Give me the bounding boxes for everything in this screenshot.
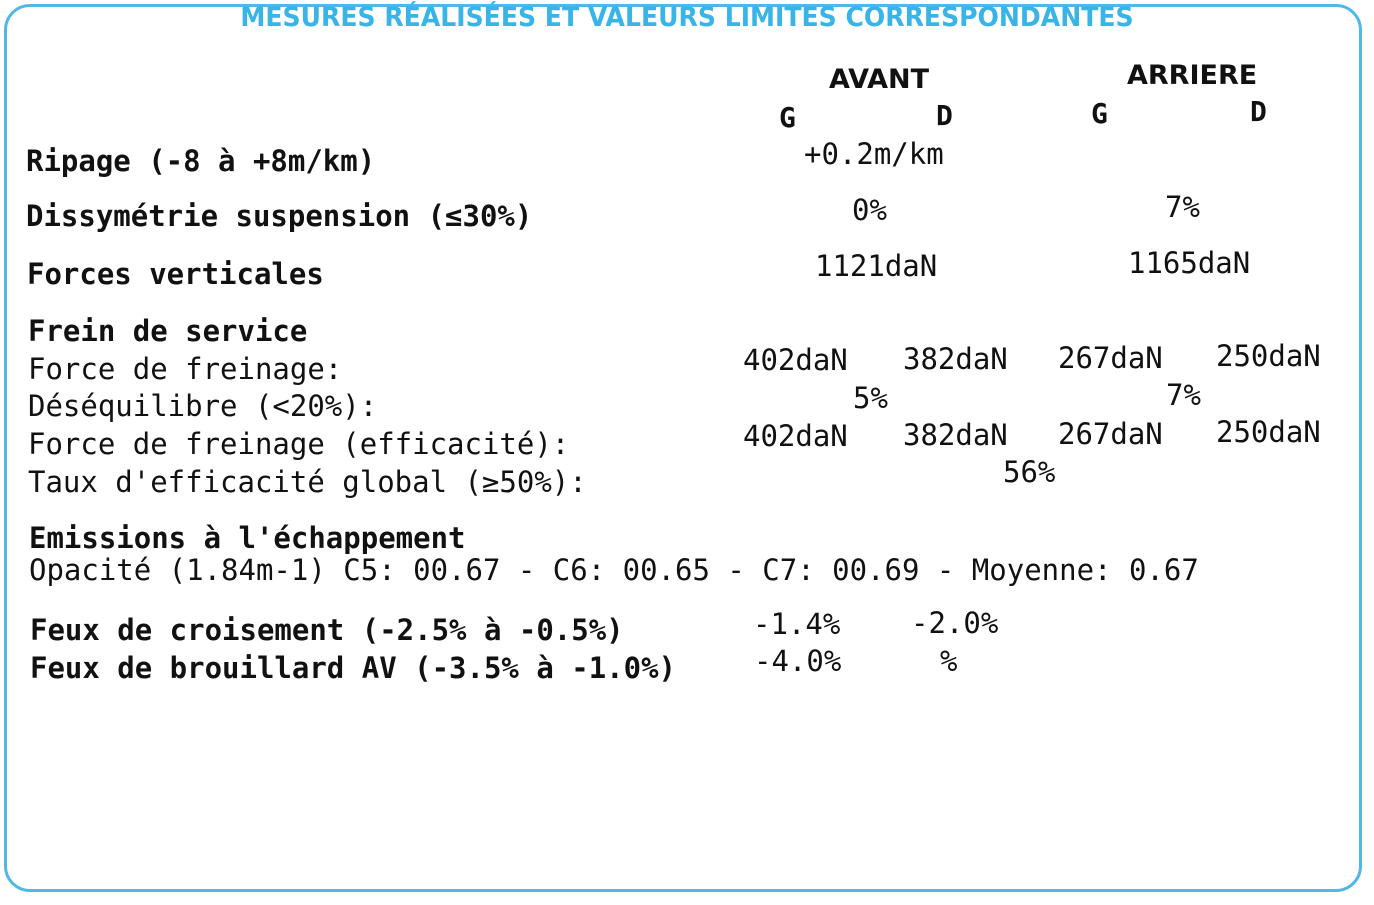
forces-verticales-label: Forces verticales [27,257,324,291]
forces-verticales-avant: 1121daN [815,249,938,283]
force-freinage-avant-d: 382daN [903,342,1008,376]
desequilibre-label: Déséquilibre (<20%): [28,389,378,423]
force-efficacite-avant-g: 402daN [743,419,848,453]
force-efficacite-arriere-d: 250daN [1216,415,1321,449]
header-arriere-d: D [1250,95,1267,128]
feux-brouillard-d: % [940,644,958,678]
dissymetrie-avant: 0% [852,193,887,227]
feux-brouillard-label: Feux de brouillard AV (-3.5% à -1.0%) [30,651,677,685]
taux-efficacite-label: Taux d'efficacité global (≥50%): [28,465,587,499]
feux-croisement-d: -2.0% [911,606,999,640]
feux-brouillard-g: -4.0% [754,644,842,678]
force-efficacite-avant-d: 382daN [903,418,1008,452]
opacite-line: Opacité (1.84m-1) C5: 00.67 - C6: 00.65 - C7: 00.69 - Moyenne: 0.67 [29,553,1199,587]
emissions-heading: Emissions à l'échappement [29,521,466,555]
page-title: MESURES RÉALISÉES ET VALEURS LIMITES CORRESPONDANTES [240,2,1134,33]
force-efficacite-label: Force de freinage (efficacité): [28,427,570,461]
ripage-value: +0.2m/km [804,137,944,171]
header-arriere-g: G [1091,97,1108,130]
header-arriere: ARRIERE [1127,60,1258,91]
frein-heading: Frein de service [28,314,308,348]
dissymetrie-label: Dissymétrie suspension (≤30%) [26,199,533,233]
feux-croisement-label: Feux de croisement (-2.5% à -0.5%) [30,613,624,647]
desequilibre-avant: 5% [853,381,888,415]
desequilibre-arriere: 7% [1166,378,1201,412]
force-freinage-label: Force de freinage: [28,352,343,386]
force-efficacite-arriere-g: 267daN [1058,417,1163,451]
ripage-label: Ripage (-8 à +8m/km) [26,144,376,178]
force-freinage-arriere-d: 250daN [1216,339,1321,373]
forces-verticales-arriere: 1165daN [1128,246,1251,280]
taux-efficacite-value: 56% [1003,455,1056,489]
force-freinage-arriere-g: 267daN [1058,341,1163,375]
header-avant-d: D [936,99,953,132]
feux-croisement-g: -1.4% [753,607,841,641]
header-avant: AVANT [829,64,930,95]
header-avant-g: G [779,101,796,134]
dissymetrie-arriere: 7% [1165,190,1200,224]
force-freinage-avant-g: 402daN [743,343,848,377]
